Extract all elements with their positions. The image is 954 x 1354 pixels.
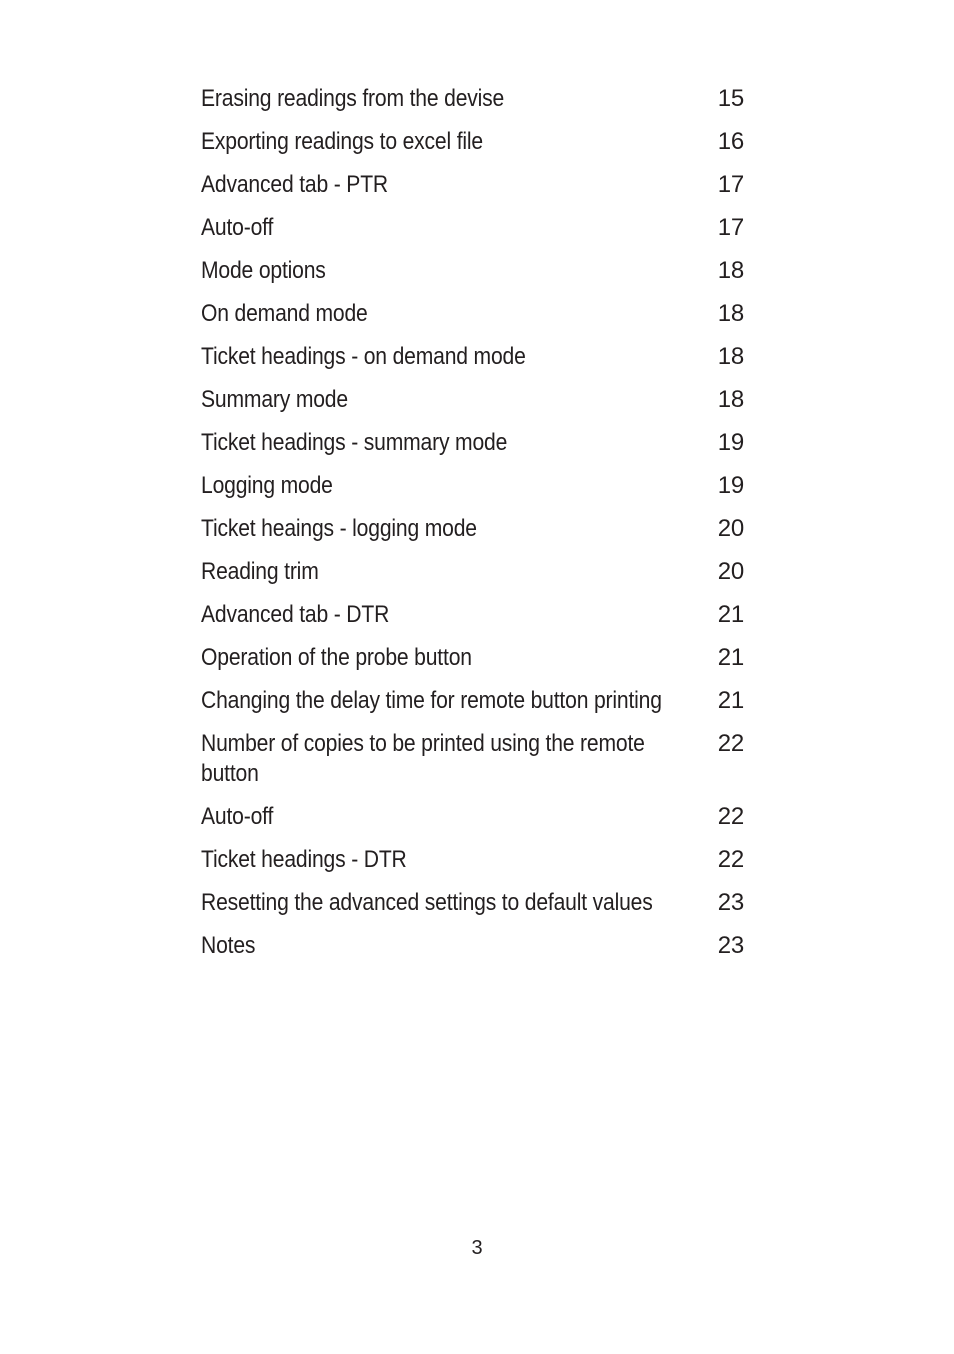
toc-entry-title: Changing the delay time for remote button printing [201,687,662,714]
toc-entry [201,845,761,875]
toc-entry-title: Auto-off [201,214,274,241]
toc-entry-page: 18 [717,257,744,284]
toc-entry-page: 19 [717,472,744,499]
toc-entry [201,127,761,157]
page-number: 3 [471,1237,483,1259]
toc-entry [201,686,761,716]
toc-entry-page: 17 [717,214,744,241]
toc-entry [201,84,761,114]
toc-entry-page: 22 [717,730,744,757]
toc-entry-title: Notes [201,932,256,959]
toc-entry [201,471,761,501]
toc-entry-title: Advanced tab - DTR [201,601,390,628]
toc-entry [201,213,761,243]
table-of-contents [201,84,761,974]
toc-entry-title: Erasing readings from the devise [201,85,505,112]
toc-entry [201,428,761,458]
toc-entry-page: 15 [717,85,744,112]
toc-entry [201,256,761,286]
toc-entry-page: 18 [717,300,744,327]
toc-entry-page: 18 [717,386,744,413]
toc-entry [201,729,761,789]
toc-entry [201,385,761,415]
toc-entry-page: 23 [717,889,744,916]
toc-entry [201,931,761,961]
toc-entry-page: 17 [717,171,744,198]
toc-entry-page: 20 [717,515,744,542]
toc-entry-title: Number of copies to be printed using the remote button [201,730,645,787]
toc-entry-title: Ticket headings - DTR [201,846,407,873]
toc-entry-page: 21 [717,687,744,714]
toc-entry [201,888,761,918]
toc-entry-title: Resetting the advanced settings to default values [201,889,653,916]
toc-entry [201,643,761,673]
toc-entry-page: 21 [717,644,744,671]
toc-entry-title: Mode options [201,257,326,284]
toc-entry-page: 21 [717,601,744,628]
toc-entry [201,342,761,372]
toc-entry-title: Auto-off [201,803,274,830]
toc-entry-page: 22 [717,803,744,830]
toc-entry-title: Ticket headings - on demand mode [201,343,526,370]
toc-entry-title: Summary mode [201,386,348,413]
toc-entry-title: Ticket headings - summary mode [201,429,508,456]
toc-entry-title: Ticket heaings - logging mode [201,515,477,542]
toc-entry-page: 18 [717,343,744,370]
toc-entry [201,802,761,832]
toc-entry-title: Exporting readings to excel file [201,128,483,155]
toc-entry-title: On demand mode [201,300,368,327]
toc-entry [201,600,761,630]
toc-entry-page: 19 [717,429,744,456]
toc-entry-title: Advanced tab - PTR [201,171,389,198]
toc-entry-title: Operation of the probe button [201,644,472,671]
toc-entry-page: 23 [717,932,744,959]
toc-entry-title: Reading trim [201,558,319,585]
toc-entry-page: 16 [717,128,744,155]
toc-entry-page: 20 [717,558,744,585]
toc-entry [201,514,761,544]
toc-entry-page: 22 [717,846,744,873]
toc-entry-title: Logging mode [201,472,333,499]
toc-entry [201,299,761,329]
toc-entry [201,557,761,587]
toc-entry [201,170,761,200]
